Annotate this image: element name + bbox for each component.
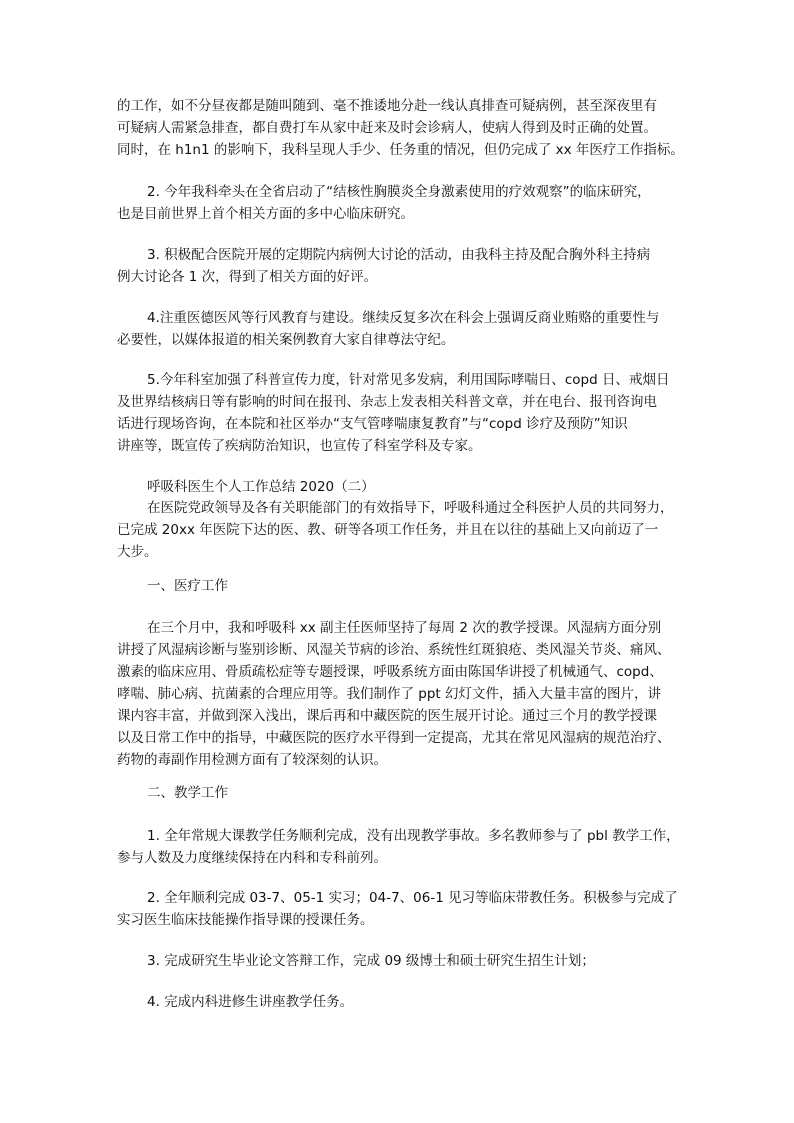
text-line: 2. 今年我科牵头在全省启动了“结核性胸膜炎全身激素使用的疗效观察”的临床研究， [147, 184, 651, 200]
text-line: 的工作，如不分昼夜都是随叫随到、毫不推诿地分赴一线认真排查可疑病例，甚至深夜里有 [117, 98, 657, 114]
text-line: 3. 完成研究生毕业论文答辩工作，完成 09 级博士和硕士研究生招生计划； [147, 953, 595, 969]
text-line: 激素的临床应用、骨质疏松症等专题授课，呼吸系统方面由陈国华讲授了机械通气、copd、 [117, 664, 663, 680]
text-line: 大步。 [117, 544, 158, 560]
text-line: 4.注重医德医风等行风教育与建设。继续反复多次在科会上强调反商业贿赂的重要性与 [147, 310, 660, 326]
text-line: 必要性，以媒体报道的相关案例教育大家自律尊法守纪。 [117, 332, 455, 348]
text-line: 2. 全年顺利完成 03-7、05-1 实习；04-7、06-1 见习等临床带教任务。积极参与完成了 [147, 890, 678, 906]
text-line: 哮喘、肺心病、抗菌素的合理应用等。我们制作了 ppt 幻灯文件，插入大量丰富的图片，讲 [117, 686, 662, 702]
section-heading: 一、医疗工作 [147, 578, 228, 594]
text-line: 讲授了风湿病诊断与鉴别诊断、风湿关节病的诊治、系统性红斑狼疮、类风湿关节炎、痛风、 [117, 642, 671, 658]
text-line: 例大讨论各 1 次，得到了相关方面的好评。 [117, 269, 378, 285]
text-line: 在三个月中，我和呼吸科 xx 副主任医师坚持了每周 2 次的教学授课。风湿病方面分别 [147, 620, 662, 636]
text-line: 可疑病人需紧急排查，都自费打车从家中赶来及时会诊病人，使病人得到及时正确的处置。 [117, 120, 657, 136]
text-line: 在医院党政领导及各有关职能部门的有效指导下，呼吸科通过全科医护人员的共同努力， [147, 500, 674, 516]
text-line: 课内容丰富，并做到深入浅出，课后再和中藏医院的医生展开讨论。通过三个月的教学授课 [117, 708, 657, 724]
section-heading: 二、教学工作 [147, 785, 228, 801]
text-line: 以及日常工作中的指导，中藏医院的医疗水平得到一定提高，尤其在常见风湿病的规范治疗、 [117, 730, 671, 746]
text-line: 及世界结核病日等有影响的时间在报刊、杂志上发表相关科普文章，并在电台、报刊咨询电 [117, 394, 657, 410]
text-line: 实习医生临床技能操作指导课的授课任务。 [117, 912, 374, 928]
text-line: 5.今年科室加强了科普宣传力度，针对常见多发病，利用国际哮喘日、copd 日、戒烟日 [147, 372, 670, 388]
text-line: 也是目前世界上首个相关方面的多中心临床研究。 [117, 206, 414, 222]
text-line: 已完成 20xx 年医院下达的医、教、研等各项工作任务，并且在以往的基础上又向前迈了一 [117, 522, 659, 538]
text-line: 同时，在 h1n1 的影响下，我科呈现人手少、任务重的情况，但仍完成了 xx 年医疗工作指标。 [117, 142, 684, 158]
section-title: 呼吸科医生个人工作总结 2020（二） [147, 479, 375, 495]
text-line: 1. 全年常规大课教学任务顺利完成，没有出现教学事故。多名教师参与了 pbl 教学工作， [147, 828, 680, 844]
text-line: 讲座等，既宣传了疾病防治知识，也宣传了科室学科及专家。 [117, 438, 482, 454]
text-line: 参与人数及力度继续保持在内科和专科前列。 [117, 850, 387, 866]
text-line: 4. 完成内科进修生讲座教学任务。 [147, 994, 354, 1010]
text-line: 药物的毒副作用检测方面有了较深刻的认识。 [117, 752, 387, 768]
text-line: 3. 积极配合医院开展的定期院内病例大讨论的活动，由我科主持及配合胸外科主持病 [147, 247, 651, 263]
text-line: 话进行现场咨询，在本院和社区举办“支气管哮喘康复教育”与“copd 诊疗及预防”知识 [117, 416, 628, 432]
